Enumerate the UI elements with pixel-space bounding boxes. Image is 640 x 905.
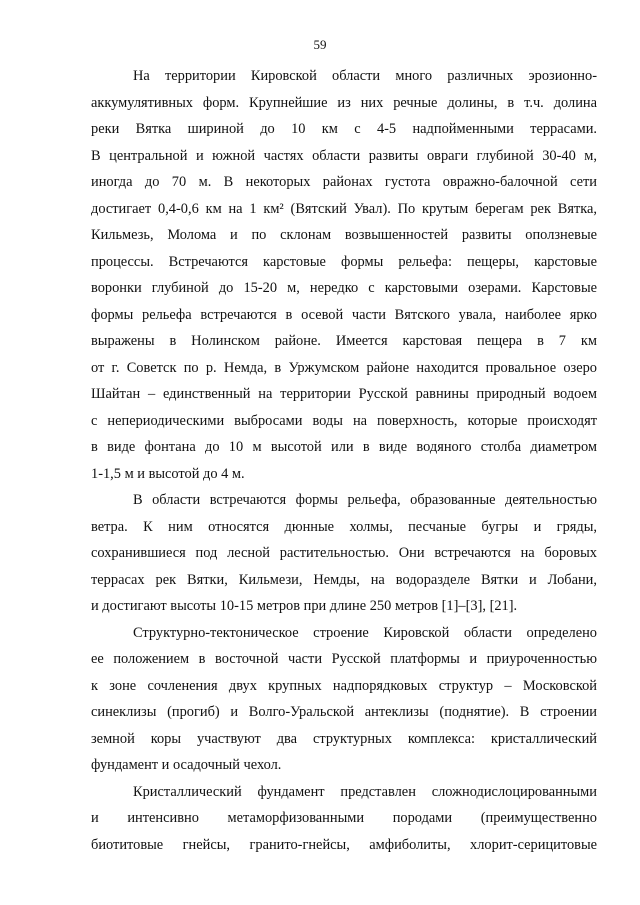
- text-line: и достигают высоты 10-15 метров при длине 250 метров [1]–[3], [21].: [91, 598, 518, 614]
- text-line: реки Вятка шириной до 10 км с 4-5 надпойменными террасами.: [91, 121, 597, 137]
- text-line: Кильмезь, Молома и по склонам возвышенностей развиты оползневые: [91, 227, 597, 243]
- text-line: В центральной и южной частях области развиты овраги глубиной 30-40 м,: [91, 147, 597, 164]
- text-line: к зоне сочленения двух крупных надпорядковых структур – Московской: [91, 677, 597, 694]
- text-line: выражены в Нолинском районе. Имеется карстовая пещера в 7 км: [91, 333, 597, 349]
- text-line: фундамент и осадочный чехол.: [91, 757, 282, 773]
- text-line: Кристаллический фундамент представлен сложнодислоцированными: [133, 783, 597, 800]
- text-line: террасах рек Вятки, Кильмези, Немды, на водоразделе Вятки и Лобани,: [91, 571, 597, 588]
- page-number: 59: [313, 37, 327, 52]
- text-line: сохранившиеся под лесной растительностью. Они встречаются на боровых: [91, 545, 597, 561]
- text-line: биотитовые гнейсы, гранито-гнейсы, амфиболиты, хлорит-серицитовые: [91, 836, 597, 853]
- text-line: аккумулятивных форм. Крупнейшие из них речные долины, в т.ч. долина: [91, 94, 597, 111]
- text-line: в виде фонтана до 10 м высотой или в виде водяного столба диаметром: [91, 439, 597, 455]
- text-line: ее положением в восточной части Русской платформы и приуроченностью: [91, 651, 597, 667]
- text-line: воронки глубиной до 15-20 м, нередко с карстовыми озерами. Карстовые: [91, 280, 597, 296]
- text-line: Шайтан – единственный на территории Русской равнины природный водоем: [91, 386, 597, 402]
- text-line: достигает 0,4-0,6 км на 1 км² (Вятский Увал). По крутым берегам рек Вятка,: [91, 200, 597, 217]
- text-line: В области встречаются формы рельефа, образованные деятельностью: [133, 492, 597, 508]
- text-line: земной коры участвуют два структурных комплекса: кристаллический: [91, 730, 597, 747]
- text-line: от г. Советск по р. Немда, в Уржумском районе находится провальное озеро: [91, 359, 597, 376]
- text-line: иногда до 70 м. В некоторых районах густота овражно-балочной сети: [91, 174, 597, 190]
- text-line: с непериодическими выбросами воды на поверхность, которые происходят: [91, 412, 597, 429]
- text-line: синеклизы (прогиб) и Волго-Уральской антеклизы (поднятие). В строении: [91, 704, 597, 720]
- text-line: ветра. К ним относятся дюнные холмы, песчаные бугры и гряды,: [91, 518, 597, 535]
- text-line: процессы. Встречаются карстовые формы рельефа: пещеры, карстовые: [91, 253, 597, 270]
- text-line: формы рельефа встречаются в осевой части Вятского увала, наиболее ярко: [91, 306, 597, 323]
- text-line: 1-1,5 м и высотой до 4 м.: [91, 465, 245, 482]
- text-line: и интенсивно метаморфизованными породами (преимущественно: [91, 810, 597, 826]
- text-line: Структурно-тектоническое строение Кировской области определено: [133, 624, 597, 641]
- text-line: На территории Кировской области много различных эрозионно-: [133, 68, 597, 84]
